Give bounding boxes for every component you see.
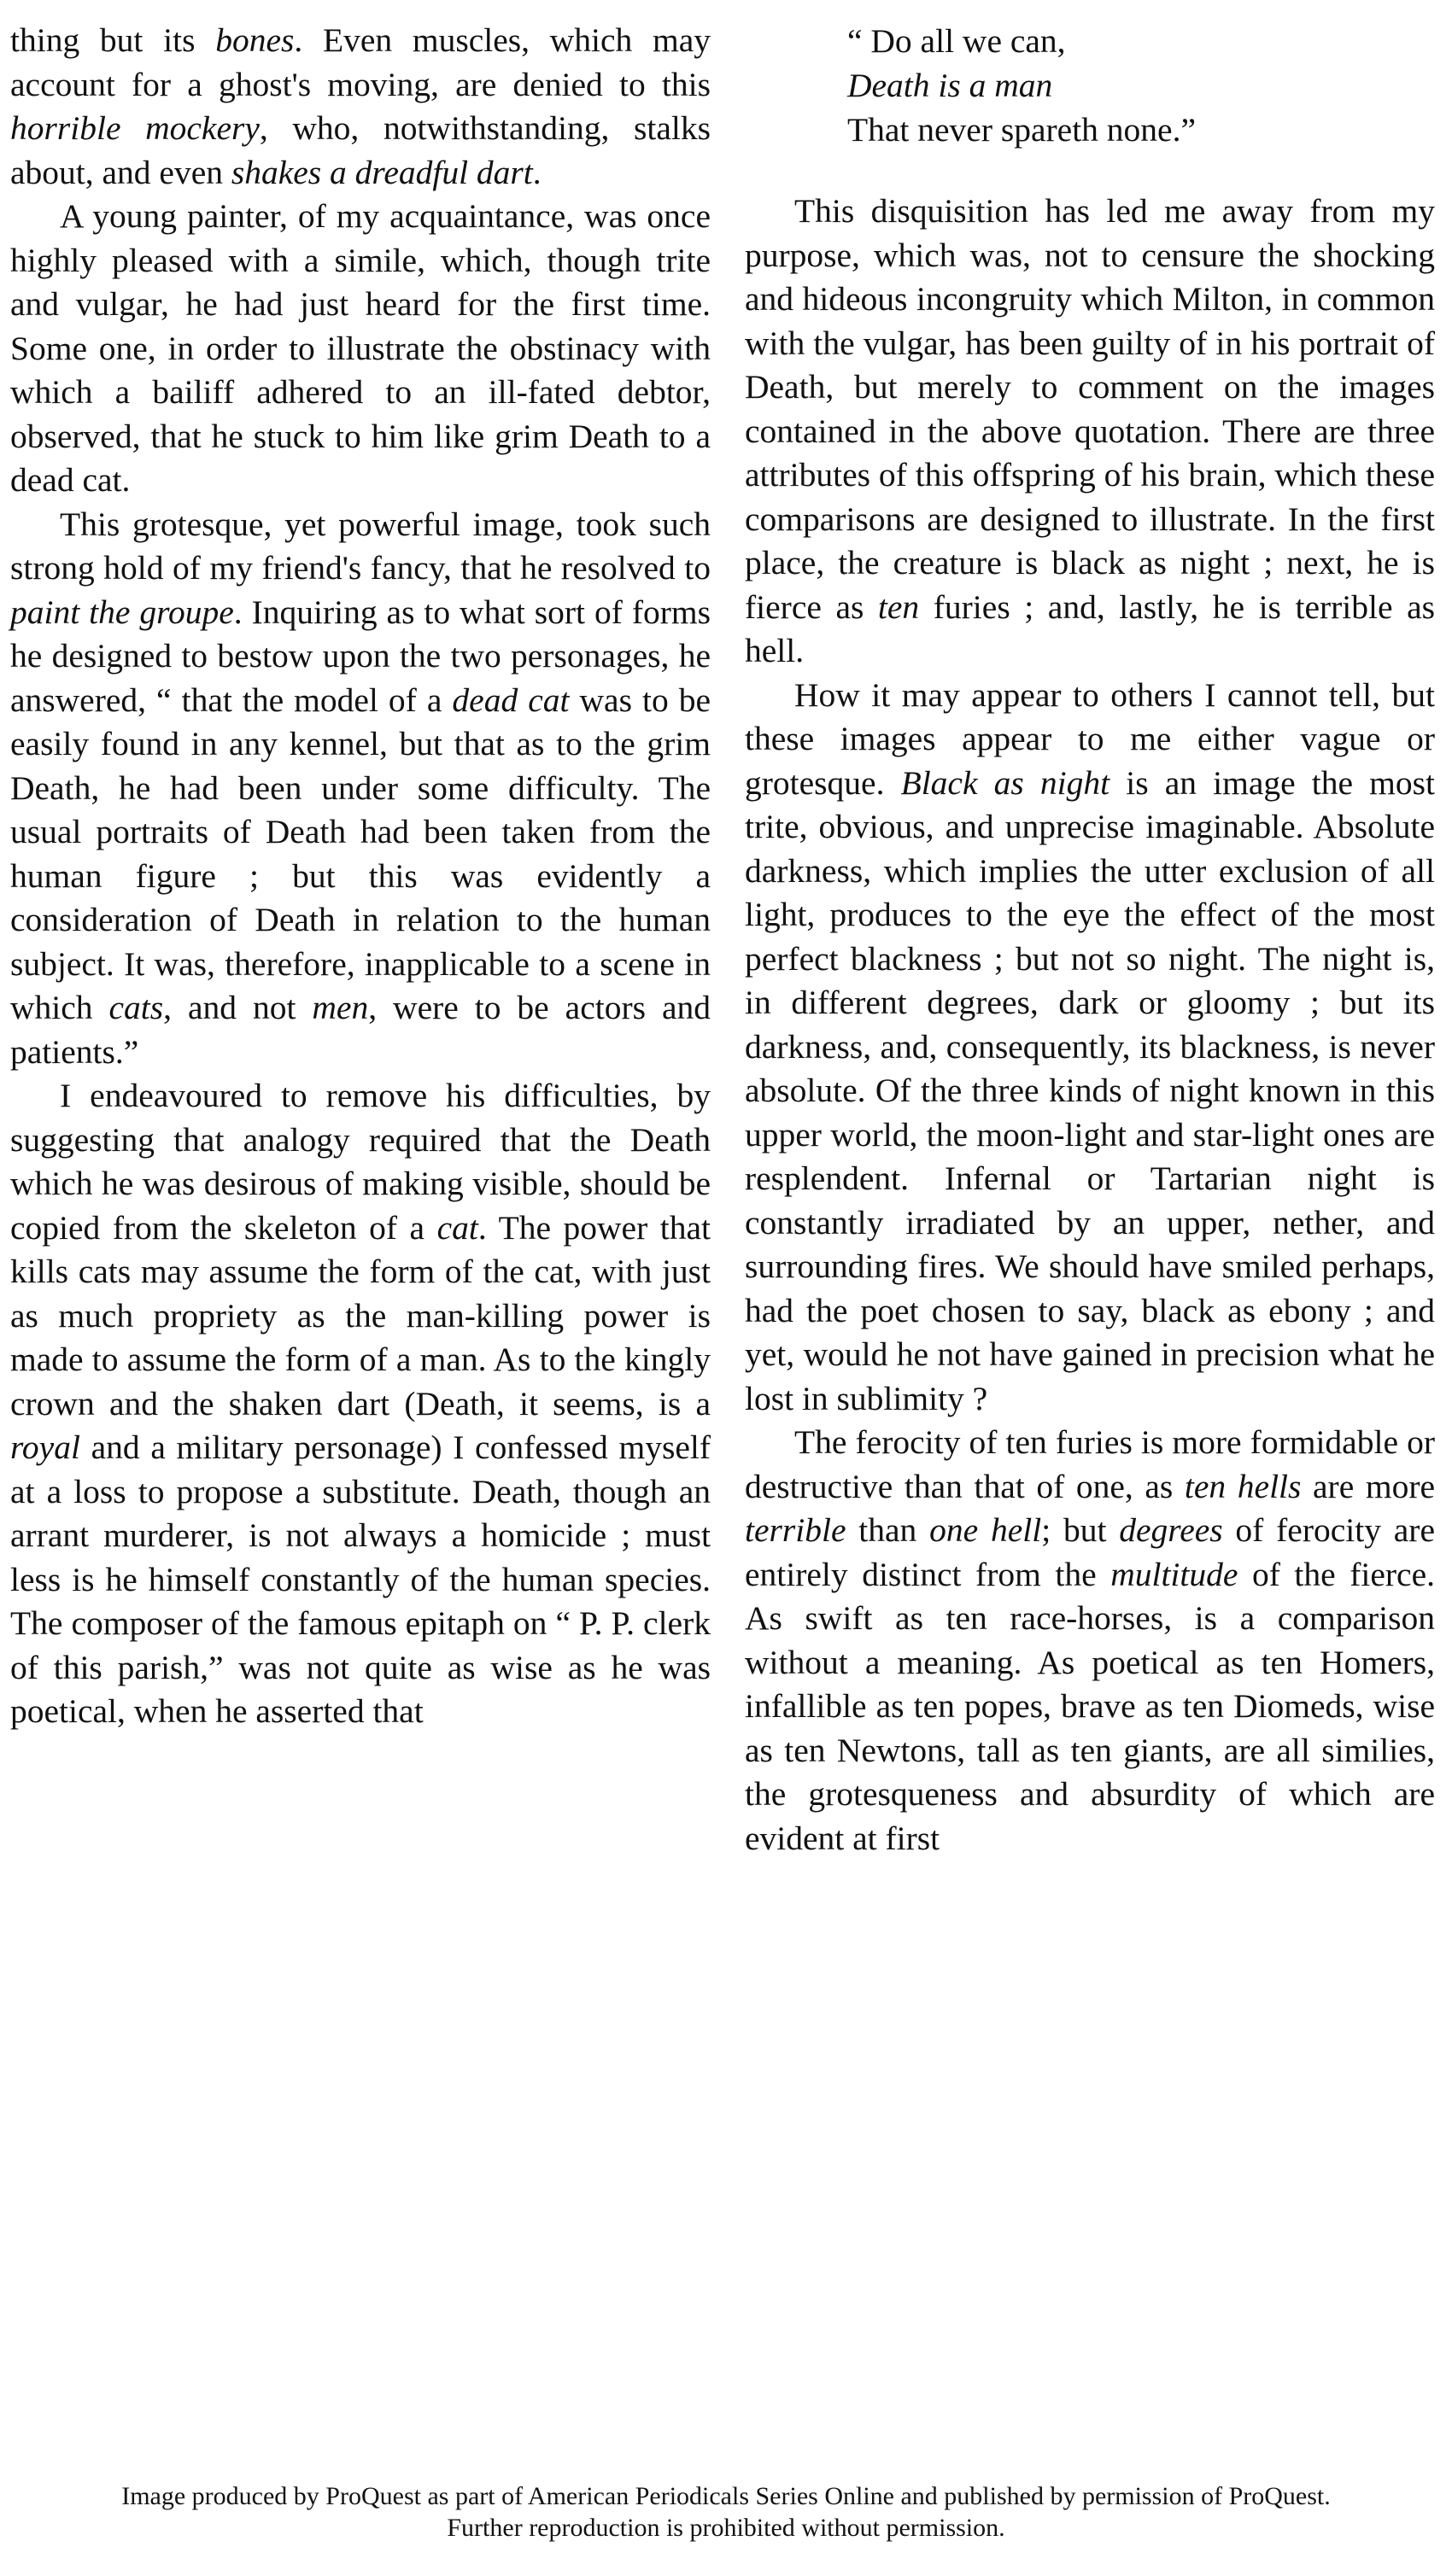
footer-line-1: Image produced by ProQuest as part of American Periodicals Series Online and published by permission of ProQuest. [121,2482,1331,2510]
left-column [10,19,711,1734]
paragraph-ferocity: The ferocity of ten furies is more formidable or destructive than that of one, as ten hells are more terrible than one hell; but degrees of ferocity are entirely distinct from the multitude of the fierce. As swift as ten race-horses, is a comparison without a meaning. As poetical as ten Homers, infallible as ten popes, brave as ten Diomeds, wise as ten Newtons, tall as ten giants, are all similies, the grotesqueness and absurdity of which are evident at first [745,1423,1436,1857]
paragraph-young-painter: A young painter, of my acquaintance, was once highly pleased with a simile, which, though trite and vulgar, he had just heard for the first time. Some one, in order to illustrate the obstinacy with which a bailiff adhered to an ill-fated debtor, observed, that he stuck to him like grim Death to a dead cat. [10,197,711,499]
paragraph-black-as-night: How it may appear to others I cannot tell, but these images appear to me either vague or grotesque. Black as night is an image the most trite, obvious, and unprecise imaginable. Absolute darkness, which implies the utter exclusion of all light, produces to the eye the effect of the most perfect blackness ; but not so night. The night is, in different degrees, dark or gloomy ; but its darkness, and, consequently, its blackness, is never absolute. Of the three kinds of night known in this upper world, the moon-light and star-light ones are resplendent. Infernal or Tartarian night is constantly irradiated by an upper, nether, and surrounding fires. We should have smiled perhaps, had the poet chosen to say, black as ebony ; and yet, would he not have gained in precision what he lost in sublimity ? [745,675,1435,1417]
epitaph-quote [847,19,1435,152]
footer-line-2: Further reproduction is prohibited without permission. [447,2514,1005,2542]
poem-line-1: “ Do all we can, [847,22,1066,60]
paragraph-endeavoured: I endeavoured to remove his difficulties, by suggesting that analogy required that the Death which he was desirous of making visible, should be copied from the skeleton of a cat. The power that kills cats may assume the form of the cat, with just as much propriety as the man-killing power is made to assume the form of a man. As to the kingly crown and the shaken dart (Death, it seems, is a royal and a military personage) I confessed myself at a loss to propose a substitute. Death, though an arrant murderer, is not always a homicide ; must less is he himself constantly of the human species. The composer of the famous epitaph on “ P. P. clerk of this parish,” was not quite as wise as he was poetical, when he asserted that [10,1077,711,1730]
paragraph-grotesque-image: This grotesque, yet powerful image, took such strong hold of my friend's fancy, that he resolved to paint the groupe. Inquiring as to what sort of forms he designed to bestow upon the two personages, he answered, “ that the model of a dead cat was to be easily found in any kennel, but that as to the grim Death, he had been under some difficulty. The usual portraits of Death had been taken from the human figure ; but this was evidently a consideration of Death in relation to the human subject. It was, therefore, inapplicable to a scene in which cats, and not men, were to be actors and patients.” [10,505,711,1071]
paragraph-disquisition: This disquisition has led me away from my purpose, which was, not to censure the shocking and hideous incongruity which Milton, in common with the vulgar, has been guilty of in his portrait of Death, but merely to comment on the images contained in the above quotation. There are three attributes of this offspring of his brain, which these comparisons are designed to illustrate. In the first place, the creature is black as night ; next, he is fierce as ten furies ; and, lastly, he is terrible as hell. [745,192,1435,669]
poem-line-2: Death is a man [847,67,1053,104]
right-column [745,19,1435,1860]
paragraph-bones: thing but its bones. Even muscles, which may account for a ghost's moving, are denied to this horrible mockery, who, notwithstanding, stalks about, and even shakes a dreadful dart. [10,21,711,191]
poem-line-3: That never spareth none.” [847,111,1196,149]
proquest-footer [0,2480,1452,2544]
